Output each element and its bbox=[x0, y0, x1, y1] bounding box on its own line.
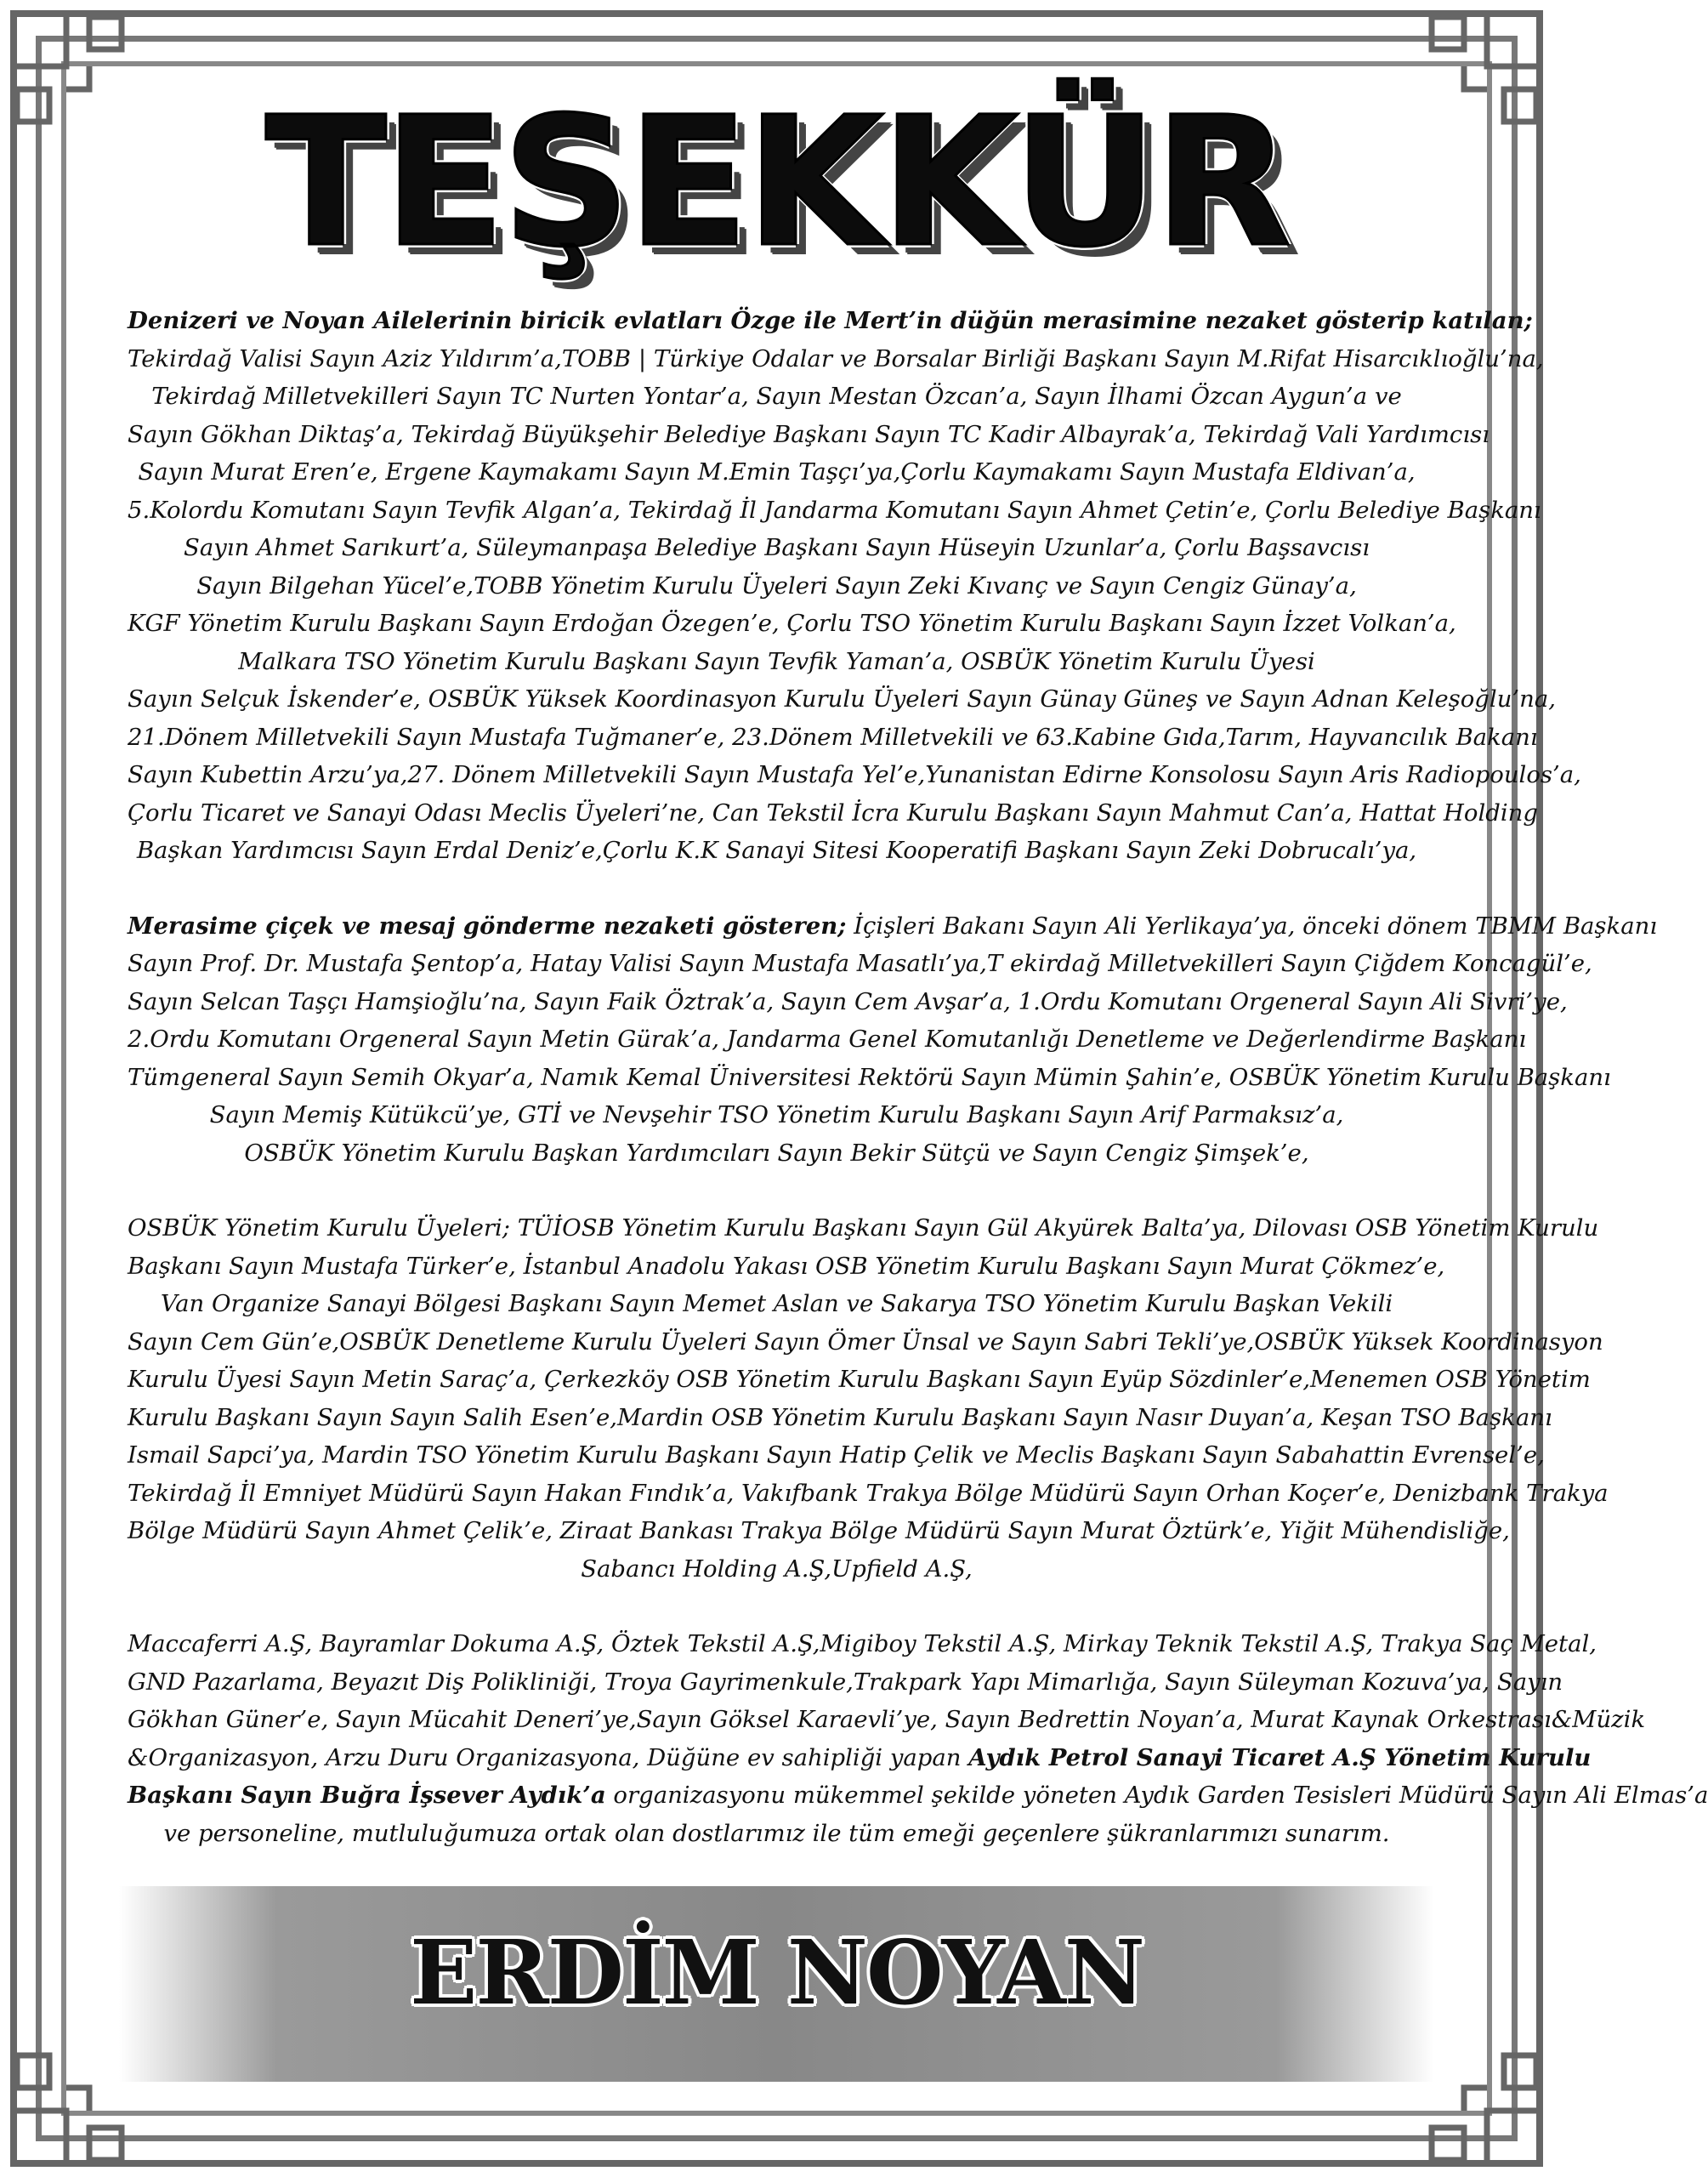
paragraph-gap bbox=[128, 1588, 1426, 1625]
text-line bbox=[128, 1625, 1597, 1663]
bold-text: Denizeri ve Noyan Ailelerinin biricik evlatları Özge ile Mert’in düğün merasimine nezaket gösterip katılan; bbox=[128, 307, 1533, 334]
text-segment: GND Pazarlama, Beyazıt Diş Polikliniği, Troya Gayrimenkule,Trakpark Yapı Mimarlığa, Sayın Süleyman Kozuva’ya, Sayın bbox=[128, 1668, 1563, 1696]
text-line bbox=[128, 378, 1426, 416]
text-segment: Başkanı Sayın Mustafa Türker’e, İstanbul Anadolu Yakası OSB Yönetim Kurulu Başkanı Sayın Murat Çökmez’e, bbox=[128, 1252, 1445, 1280]
text-line bbox=[128, 1285, 1426, 1323]
text-line bbox=[128, 1776, 1708, 1815]
corner-ornament-bottom-left bbox=[0, 2041, 136, 2177]
text-line bbox=[128, 1361, 1591, 1399]
text-segment: OSBÜK Yönetim Kurulu Üyeleri; TÜİOSB Yönetim Kurulu Başkanı Sayın Gül Akyürek Balta’ya, Dilovası OSB Yönetim Kurulu bbox=[128, 1214, 1599, 1242]
text-line bbox=[128, 529, 1426, 567]
text-line bbox=[128, 1550, 1426, 1589]
text-line bbox=[128, 983, 1568, 1021]
text-segment: 2.Ordu Komutanı Orgeneral Sayın Metin Gürak’a, Jandarma Genel Komutanlığı Denetleme ve Değerlendirme Başkanı bbox=[128, 1026, 1527, 1053]
page-title: TEŞEKKÜR bbox=[264, 78, 1289, 287]
text-line bbox=[128, 416, 1490, 454]
text-line bbox=[128, 832, 1426, 870]
text-segment: Tekirdağ Valisi Sayın Aziz Yıldırım’a,TOBB | Türkiye Odalar ve Borsalar Birliği Başkanı Sayın M.Rifat Hisarcıklıoğlu’na, bbox=[128, 344, 1544, 372]
text-segment: &Organizasyon, Arzu Duru Organizasyona, Düğüne ev sahipliği yapan bbox=[128, 1743, 969, 1771]
text-segment: Tekirdağ İl Emniyet Müdürü Sayın Hakan Fındık’a, Vakıfbank Trakya Bölge Müdürü Sayın Orhan Koçer’e, Denizbank Trakya bbox=[128, 1479, 1609, 1507]
text-segment: Kurulu Üyesi Sayın Metin Saraç’a, Çerkezköy OSB Yönetim Kurulu Başkanı Sayın Eyüp Sözdinler’e,Menemen OSB Yönetim bbox=[128, 1366, 1591, 1393]
bold-text: Aydık Petrol Sanayi Ticaret A.Ş Yönetim Kurulu bbox=[968, 1743, 1592, 1771]
text-segment: Sayın Prof. Dr. Mustafa Şentop’a, Hatay Valisi Sayın Mustafa Masatlı’ya,T ekirdağ Milletvekilleri Sayın Çiğdem Koncagül’e, bbox=[128, 950, 1592, 977]
text-line bbox=[128, 492, 1541, 530]
text-segment: Çorlu Ticaret ve Sanayi Odası Meclis Üyeleri’ne, Can Tekstil İcra Kurulu Başkanı Sayın Mahmut Can’a, Hattat Holding bbox=[128, 799, 1538, 827]
text-line bbox=[128, 756, 1581, 794]
text-segment: Sayın Memiş Kütükcü’ye, GTİ ve Nevşehir TSO Yönetim Kurulu Başkanı Sayın Arif Parmaksız’a, bbox=[209, 1101, 1344, 1128]
signature: ERDİM NOYAN bbox=[410, 1920, 1143, 2025]
text-segment: Tekirdağ Milletvekilleri Sayın TC Nurten Yontar’a, Sayın Mestan Özcan’a, Sayın İlhami Özcan Aygun’a ve bbox=[151, 383, 1402, 410]
text-segment: 21.Dönem Milletvekili Sayın Mustafa Tuğmaner’e, 23.Dönem Milletvekili ve 63.Kabine Gıda,Tarım, Hayvancılık Bakanı bbox=[128, 723, 1538, 751]
text-segment: KGF Yönetim Kurulu Başkanı Sayın Erdoğan Özegen’e, Çorlu TSO Yönetim Kurulu Başkanı Sayın İzzet Volkan’a, bbox=[128, 610, 1456, 637]
text-segment: Ismail Sapci’ya, Mardin TSO Yönetim Kurulu Başkanı Sayın Hatip Çelik ve Meclis Başkanı Sayın Sabahattin Evrensel’e, bbox=[128, 1441, 1545, 1469]
text-segment: OSBÜK Yönetim Kurulu Başkan Yardımcıları Sayın Bekir Sütçü ve Sayın Cengiz Şimşek’e, bbox=[244, 1139, 1309, 1167]
text-segment: Sayın Bilgehan Yücel’e,TOBB Yönetim Kurulu Üyeleri Sayın Zeki Kıvanç ve Sayın Cengiz Günay’a, bbox=[196, 571, 1357, 600]
text-line bbox=[128, 1739, 1592, 1777]
text-segment: Malkara TSO Yönetim Kurulu Başkanı Sayın Tevfik Yaman’a, OSBÜK Yönetim Kurulu Üyesi bbox=[238, 647, 1315, 675]
text-line bbox=[128, 794, 1538, 833]
bold-text: Başkanı Sayın Buğra İşsever Aydık’a bbox=[128, 1782, 606, 1809]
text-segment: İçişleri Bakanı Sayın Ali Yerlikaya’ya, önceki dönem TBMM Başkanı bbox=[846, 912, 1658, 940]
text-segment: Maccaferri A.Ş, Bayramlar Dokuma A.Ş, Öztek Tekstil A.Ş,Migiboy Tekstil A.Ş, Mirkay Teknik Tekstil A.Ş, Trakya Saç Metal, bbox=[128, 1630, 1597, 1657]
text-line bbox=[128, 1399, 1552, 1437]
text-segment: Sayın Gökhan Diktaş’a, Tekirdağ Büyükşehir Belediye Başkanı Sayın TC Kadir Albayrak’a, Tekirdağ Vali Yardımcısı bbox=[128, 420, 1490, 448]
text-segment: 5.Kolordu Komutanı Sayın Tevfik Algan’a, Tekirdağ İl Jandarma Komutanı Sayın Ahmet Çetin’e, Çorlu Belediye Başkanı bbox=[128, 496, 1541, 524]
text-line bbox=[128, 1059, 1611, 1097]
text-segment: Sayın Kubettin Arzu’ya,27. Dönem Milletvekili Sayın Mustafa Yel’e,Yunanistan Edirne Konsolosu Sayın Aris Radiopoulos’a, bbox=[128, 761, 1581, 788]
text-line bbox=[128, 605, 1456, 643]
text-segment: Kurulu Başkanı Sayın Sayın Salih Esen’e,Mardin OSB Yönetim Kurulu Başkanı Sayın Nasır Duyan’a, Keşan TSO Başkanı bbox=[128, 1403, 1552, 1431]
text-segment: Sayın Selçuk İskender’e, OSBÜK Yüksek Koordinasyon Kurulu Üyeleri Sayın Günay Güneş ve Sayın Adnan Keleşoğlu’na, bbox=[128, 685, 1557, 713]
text-segment: Bölge Müdürü Sayın Ahmet Çelik’e, Ziraat Bankası Trakya Bölge Müdürü Sayın Murat Öztürk’e, Yiğit Mühendisliğe, bbox=[128, 1517, 1510, 1544]
text-line bbox=[128, 1134, 1426, 1173]
text-line bbox=[128, 1209, 1599, 1248]
corner-ornament-bottom-right bbox=[1417, 2041, 1553, 2177]
text-segment: Sayın Ahmet Sarıkurt’a, Süleymanpaşa Belediye Başkanı Sayın Hüseyin Uzunlar’a, Çorlu Başsavcısı bbox=[184, 534, 1370, 561]
text-line bbox=[128, 340, 1544, 378]
text-line bbox=[128, 945, 1592, 983]
paragraph-gap bbox=[128, 1172, 1426, 1209]
text-segment: Tümgeneral Sayın Semih Okyar’a, Namık Kemal Üniversitesi Rektörü Sayın Mümin Şahin’e, OSBÜK Yönetim Kurulu Başkanı bbox=[128, 1063, 1611, 1091]
text-line bbox=[128, 1512, 1510, 1550]
text-line bbox=[128, 680, 1557, 719]
text-line bbox=[128, 1323, 1603, 1361]
text-segment: ve personeline, mutluluğumuza ortak olan dostlarımız ile tüm emeği geçenlere şükranlarımızı sunarım. bbox=[163, 1819, 1390, 1847]
text-segment: Van Organize Sanayi Bölgesi Başkanı Sayın Memet Aslan ve Sakarya TSO Yönetim Kurulu Başkan Vekili bbox=[160, 1290, 1393, 1317]
text-segment: Sayın Selcan Taşçı Hamşioğlu’na, Sayın Faik Öztrak’a, Sayın Cem Avşar’a, 1.Ordu Komutanı Orgeneral Sayın Ali Sivri’ye, bbox=[128, 987, 1568, 1015]
announcement-body bbox=[128, 302, 1708, 1852]
text-segment: Sabancı Holding A.Ş,Upfield A.Ş, bbox=[581, 1555, 973, 1583]
text-line bbox=[128, 1248, 1445, 1286]
text-segment: Başkan Yardımcısı Sayın Erdal Deniz’e,Çorlu K.K Sanayi Sitesi Kooperatifi Başkanı Sayın Zeki Dobrucalı’ya, bbox=[136, 837, 1417, 864]
text-segment: Sayın Cem Gün’e,OSBÜK Denetleme Kurulu Üyeleri Sayın Ömer Ünsal ve Sayın Sabri Tekli’ye,OSBÜK Yüksek Koordinasyon bbox=[128, 1327, 1603, 1356]
text-line bbox=[128, 1436, 1545, 1475]
text-line bbox=[128, 567, 1426, 605]
paragraph-gap bbox=[128, 870, 1426, 907]
text-line bbox=[128, 453, 1426, 492]
text-line bbox=[128, 1475, 1609, 1513]
text-line bbox=[128, 1020, 1527, 1059]
text-line bbox=[128, 1663, 1563, 1702]
text-line bbox=[128, 302, 1533, 340]
text-line bbox=[128, 1815, 1426, 1853]
text-line bbox=[128, 1701, 1646, 1739]
text-line bbox=[128, 643, 1426, 681]
text-line bbox=[128, 907, 1658, 946]
text-line bbox=[128, 1096, 1426, 1134]
text-segment: Sayın Murat Eren’e, Ergene Kaymakamı Sayın M.Emin Taşçı’ya,Çorlu Kaymakamı Sayın Mustafa Eldivan’a, bbox=[138, 458, 1416, 486]
text-line bbox=[128, 719, 1538, 757]
text-segment: Gökhan Güner’e, Sayın Mücahit Deneri’ye,Sayın Göksel Karaevli’ye, Sayın Bedrettin Noyan’a, Murat Kaynak Orkestrası&Müzik bbox=[128, 1706, 1646, 1733]
text-segment: organizasyonu mükemmel şekilde yöneten Aydık Garden Tesisleri Müdürü Sayın Ali Elmas’a bbox=[605, 1782, 1708, 1809]
bold-text: Merasime çiçek ve mesaj gönderme nezaketi gösteren; bbox=[128, 912, 847, 940]
